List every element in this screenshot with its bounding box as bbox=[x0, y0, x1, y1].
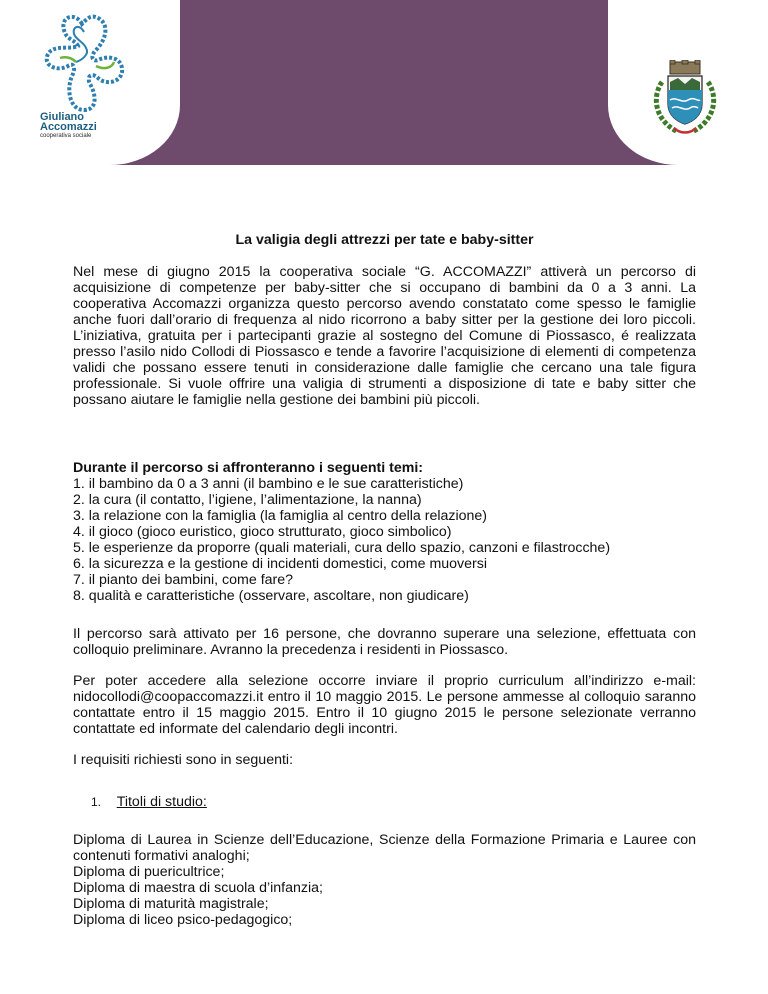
logo-wordmark bbox=[40, 112, 150, 140]
diploma-item: Diploma di maturità magistrale; bbox=[73, 896, 269, 912]
requirements-intro: I requisiti richiesti sono in seguenti: bbox=[73, 752, 294, 768]
diploma-item: Diploma di maestra di scuola d’infanzia; bbox=[73, 880, 323, 896]
cooperative-logo-icon bbox=[40, 10, 130, 120]
logo-line-2: Accomazzi bbox=[40, 121, 97, 133]
topic-item: 1. il bambino da 0 a 3 anni (il bambino e le sue caratteristiche) bbox=[73, 476, 464, 492]
requirements-section-label: Titoli di studio: bbox=[116, 794, 207, 810]
municipal-crest-icon bbox=[648, 60, 722, 136]
topic-item: 3. la relazione con la famiglia (la famiglia al centro della relazione) bbox=[73, 508, 488, 524]
intro-paragraph: Nel mese di giugno 2015 la cooperativa sociale “G. ACCOMAZZI” attiverà un percorso di acquisizione di competenze per baby-sitter che si occupano di bambini da 0 a 3 anni. La cooperativa Accomazzi organizza questo percorso avendo constatato come spesso le famiglie anche fuori dall’orario di frequenza al nido ricorrono a baby sitter per la gestione dei loro piccoli. L’iniziativa, gratuita per i partecipanti grazie al sostegno del Comune di Piossasco, é realizzata presso l’asilo nido Collodi di Piossasco e tende a favorire l’acquisizione di elementi di competenza validi che possano essere tenuti in considerazione dalle famiglie che cercano una tale figura professionale. Si vuole offrire una valigia di strumenti a disposizione di tate e baby sitter che possano aiutare le famiglie nella gestione dei bambini più piccoli. bbox=[73, 264, 696, 408]
diplomas-list bbox=[73, 864, 696, 928]
document-title: La valigia degli attrezzi per tate e baby-sitter bbox=[235, 232, 534, 248]
diploma-item: Diploma di puericultrice; bbox=[73, 864, 225, 880]
diploma-item: Diploma di liceo psico-pedagogico; bbox=[73, 912, 293, 928]
topic-item: 4. il gioco (gioco euristico, gioco strutturato, gioco simbolico) bbox=[73, 524, 452, 540]
participants-paragraph: Il percorso sarà attivato per 16 persone, che dovranno superare una selezione, effettuata con colloquio preliminare. Avranno la precedenza i residenti in Piossasco. bbox=[73, 626, 696, 658]
requirements-section-title bbox=[73, 794, 207, 810]
topic-item: 2. la cura (il contatto, l’igiene, l’alimentazione, la nanna) bbox=[73, 492, 422, 508]
logo-panel-right bbox=[608, 0, 768, 165]
logo-line-3: cooperativa sociale bbox=[40, 133, 92, 139]
diplomas-paragraph: Diploma di Laurea in Scienze dell’Educazione, Scienze della Formazione Primaria e Lauree con contenuti formativi analoghi; bbox=[73, 832, 696, 864]
logo-panel-left bbox=[0, 0, 180, 165]
topics-section bbox=[73, 460, 696, 604]
requirements-section-number: 1. bbox=[91, 795, 102, 809]
topics-heading: Durante il percorso si affronteranno i seguenti temi: bbox=[73, 460, 424, 476]
topic-item: 8. qualità e caratteristiche (osservare, ascoltare, non giudicare) bbox=[73, 588, 469, 604]
topic-item: 7. il pianto dei bambini, come fare? bbox=[73, 572, 294, 588]
application-paragraph: Per poter accedere alla selezione occorre inviare il proprio curriculum all’indirizzo e-mail: nidocollodi@coopaccomazzi.it entro il 10 maggio 2015. Le persone ammesse al colloquio saranno contattate entro il 15 maggio 2015. Entro il 10 giugno 2015 le persone selezionate verranno contattate ed informate del calendario degli incontri. bbox=[73, 673, 696, 737]
topic-item: 6. la sicurezza e la gestione di incidenti domestici, come muoversi bbox=[73, 556, 487, 572]
logo-line-1: Giuliano bbox=[40, 111, 84, 123]
topic-item: 5. le esperienze da proporre (quali materiali, cura dello spazio, canzoni e filastrocche) bbox=[73, 540, 611, 556]
